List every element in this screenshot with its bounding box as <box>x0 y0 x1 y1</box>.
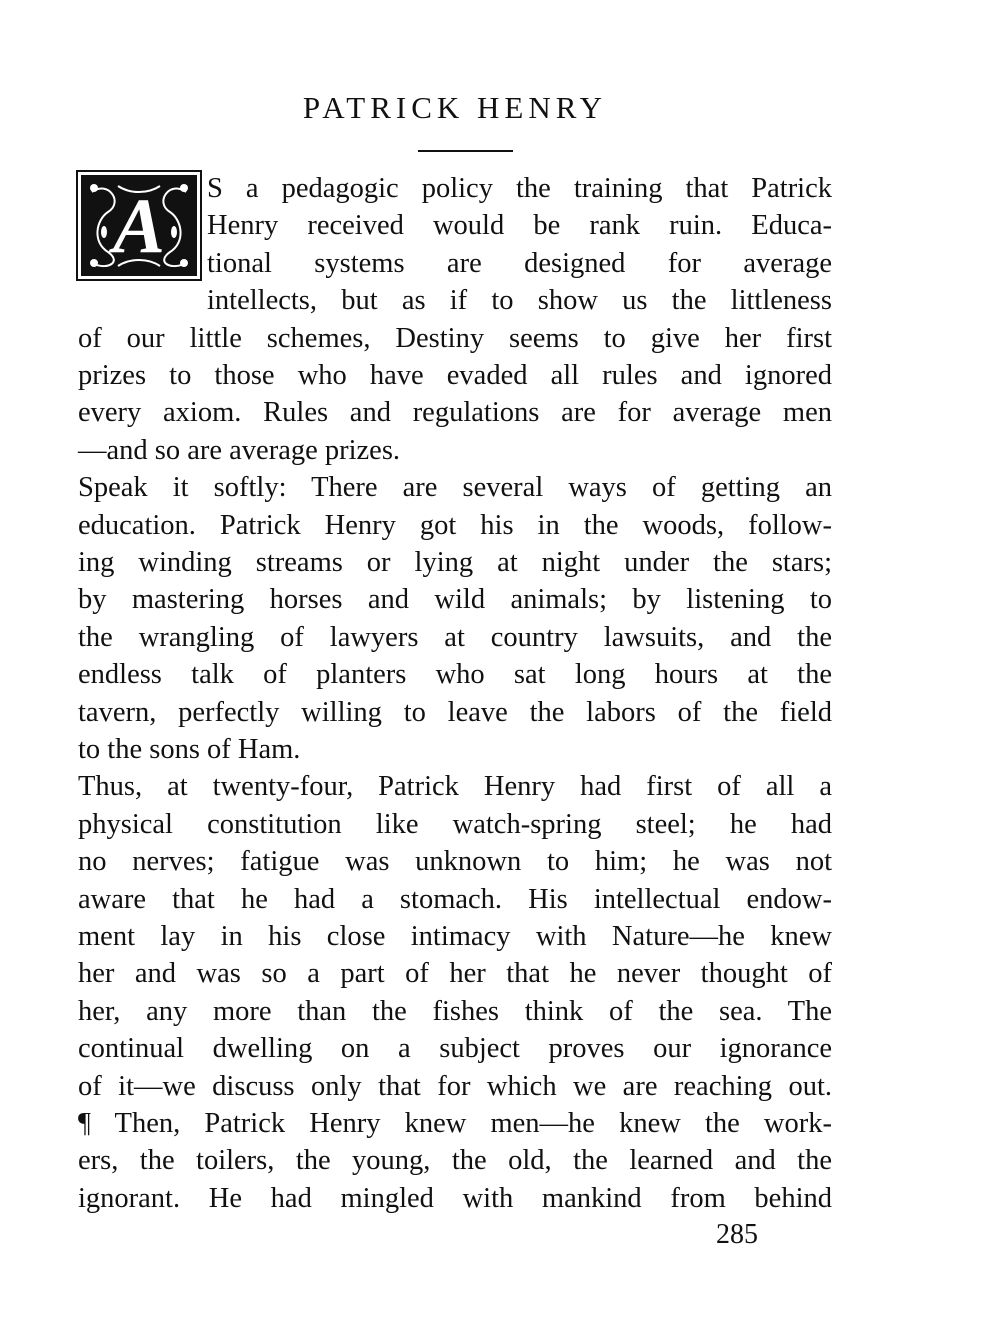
text-line: ment lay in his close intimacy with Nature—he knew <box>78 921 832 952</box>
text-line: of it—we discuss only that for which we are reaching out. <box>78 1070 832 1102</box>
page-number: 285 <box>716 1219 758 1250</box>
text-line: of our little schemes, Destiny seems to give her first <box>78 322 832 354</box>
page-title: PATRICK HENRY <box>302 90 608 125</box>
text-line: to the sons of Ham. <box>78 734 301 765</box>
text-line: Speak it softly: There are several ways of getting an <box>78 472 832 504</box>
text-line: ers, the toilers, the young, the old, the learned and the <box>78 1145 832 1177</box>
text-line: no nerves; fatigue was unknown to him; he was not <box>78 846 832 878</box>
text-line: Thus, at twenty-four, Patrick Henry had first of all a <box>78 771 832 803</box>
text-line: every axiom. Rules and regulations are for average men <box>78 397 832 429</box>
text-line: S a pedagogic policy the training that Patrick <box>207 173 832 204</box>
text-line: by mastering horses and wild animals; by listening to <box>78 584 832 616</box>
text-line: tional systems are designed for average <box>207 247 832 279</box>
text-line: —and so are average prizes. <box>78 434 401 466</box>
text-line: ignorant. He had mingled with mankind from behind <box>78 1182 832 1214</box>
text-line: physical constitution like watch-spring steel; he had <box>78 808 832 840</box>
text-line: intellects, but as if to show us the littleness <box>207 285 832 317</box>
text-line: ¶ Then, Patrick Henry knew men—he knew the work- <box>78 1108 832 1139</box>
text-line: Henry received would be rank ruin. Educa- <box>207 210 832 242</box>
text-line: ing winding streams or lying at night under the stars; <box>78 547 832 578</box>
text-line: her and was so a part of her that he never thought of <box>78 958 832 990</box>
text-line: education. Patrick Henry got his in the woods, follow- <box>78 509 832 541</box>
text-line: the wrangling of lawyers at country lawsuits, and the <box>78 621 832 653</box>
text-line: aware that he had a stomach. His intellectual endow- <box>78 883 832 915</box>
text-line: her, any more than the fishes think of the sea. The <box>78 995 832 1027</box>
title-rule <box>418 150 513 152</box>
text-line: prizes to those who have evaded all rules and ignored <box>78 360 832 391</box>
text-line: endless talk of planters who sat long hours at the <box>78 659 832 691</box>
ornamental-drop-cap <box>76 170 202 281</box>
drop-cap-letter: A <box>112 181 166 269</box>
text-line: continual dwelling on a subject proves our ignorance <box>78 1033 832 1065</box>
text-line: tavern, perfectly willing to leave the labors of the field <box>78 696 832 728</box>
